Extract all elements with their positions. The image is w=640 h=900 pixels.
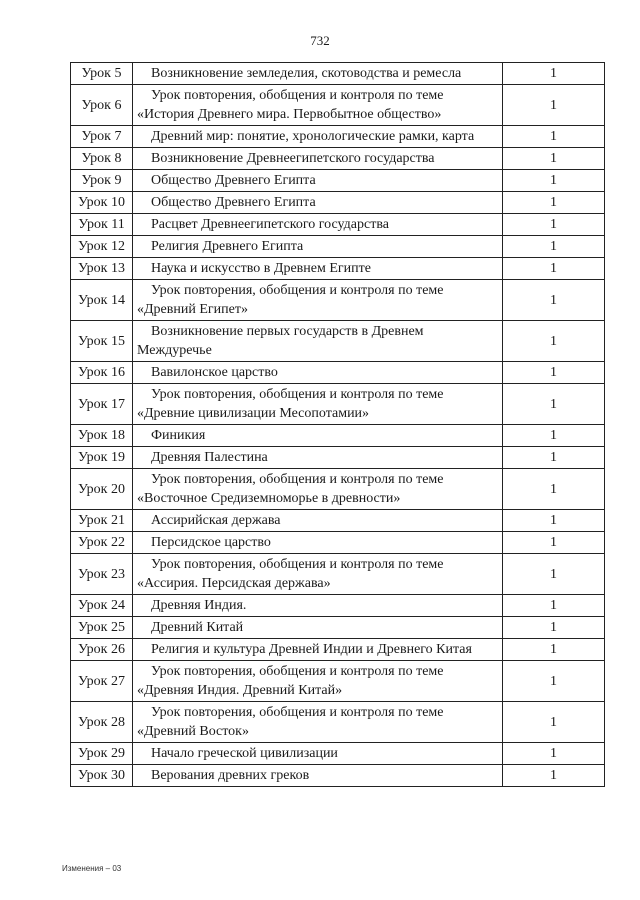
lesson-hours: 1	[503, 639, 605, 661]
table-row	[71, 63, 605, 85]
lesson-number: Урок 26	[71, 639, 133, 661]
lesson-topic: Урок повторения, обобщения и контроля по теме «Древний Египет»	[133, 280, 503, 321]
lesson-topic: Урок повторения, обобщения и контроля по теме «Ассирия. Персидская держава»	[133, 554, 503, 595]
table-row	[71, 639, 605, 661]
table-row	[71, 192, 605, 214]
table-row	[71, 126, 605, 148]
table-row	[71, 661, 605, 702]
lesson-topic: Вавилонское царство	[133, 362, 503, 384]
lesson-hours: 1	[503, 258, 605, 280]
lesson-topic: Урок повторения, обобщения и контроля по теме «История Древнего мира. Первобытное общество»	[133, 85, 503, 126]
lesson-number: Урок 30	[71, 765, 133, 787]
table-row	[71, 170, 605, 192]
lesson-topic: Урок повторения, обобщения и контроля по теме «Древние цивилизации Месопотамии»	[133, 384, 503, 425]
lesson-number: Урок 5	[71, 63, 133, 85]
lesson-topic: Урок повторения, обобщения и контроля по теме «Древняя Индия. Древний Китай»	[133, 661, 503, 702]
lesson-number: Урок 17	[71, 384, 133, 425]
lesson-table	[70, 62, 605, 787]
lesson-topic: Финикия	[133, 425, 503, 447]
table-row	[71, 765, 605, 787]
table-row	[71, 85, 605, 126]
lesson-topic: Общество Древнего Египта	[133, 192, 503, 214]
lesson-topic: Древняя Индия.	[133, 595, 503, 617]
lesson-hours: 1	[503, 702, 605, 743]
lesson-number: Урок 12	[71, 236, 133, 258]
lesson-hours: 1	[503, 236, 605, 258]
lesson-topic: Персидское царство	[133, 532, 503, 554]
lesson-number: Урок 28	[71, 702, 133, 743]
lesson-hours: 1	[503, 214, 605, 236]
lesson-hours: 1	[503, 469, 605, 510]
lesson-number: Урок 14	[71, 280, 133, 321]
lesson-number: Урок 29	[71, 743, 133, 765]
footer-revision-note: Изменения – 03	[62, 864, 122, 873]
lesson-topic: Расцвет Древнеегипетского государства	[133, 214, 503, 236]
lesson-hours: 1	[503, 743, 605, 765]
page-number: 732	[310, 33, 330, 48]
table-row	[71, 554, 605, 595]
lesson-hours: 1	[503, 321, 605, 362]
lesson-number: Урок 24	[71, 595, 133, 617]
table-row	[71, 743, 605, 765]
lesson-hours: 1	[503, 765, 605, 787]
lesson-number: Урок 22	[71, 532, 133, 554]
table-row	[71, 617, 605, 639]
lesson-hours: 1	[503, 63, 605, 85]
lesson-hours: 1	[503, 661, 605, 702]
lesson-topic: Древний мир: понятие, хронологические рамки, карта	[133, 126, 503, 148]
table-row	[71, 148, 605, 170]
lesson-number: Урок 6	[71, 85, 133, 126]
lesson-number: Урок 23	[71, 554, 133, 595]
table-row	[71, 236, 605, 258]
lesson-hours: 1	[503, 280, 605, 321]
lesson-topic: Ассирийская держава	[133, 510, 503, 532]
lesson-hours: 1	[503, 510, 605, 532]
lesson-number: Урок 20	[71, 469, 133, 510]
lesson-hours: 1	[503, 170, 605, 192]
table-row	[71, 702, 605, 743]
lesson-number: Урок 25	[71, 617, 133, 639]
lesson-number: Урок 15	[71, 321, 133, 362]
lesson-topic: Урок повторения, обобщения и контроля по теме «Восточное Средиземноморье в древности»	[133, 469, 503, 510]
lesson-hours: 1	[503, 447, 605, 469]
lesson-hours: 1	[503, 384, 605, 425]
lesson-hours: 1	[503, 126, 605, 148]
lesson-topic: Наука и искусство в Древнем Египте	[133, 258, 503, 280]
table-row	[71, 384, 605, 425]
lesson-number: Урок 27	[71, 661, 133, 702]
lesson-number: Урок 21	[71, 510, 133, 532]
lesson-topic: Древний Китай	[133, 617, 503, 639]
lesson-topic: Начало греческой цивилизации	[133, 743, 503, 765]
table-row	[71, 595, 605, 617]
lesson-topic: Урок повторения, обобщения и контроля по теме «Древний Восток»	[133, 702, 503, 743]
lesson-topic: Древняя Палестина	[133, 447, 503, 469]
lesson-hours: 1	[503, 554, 605, 595]
lesson-hours: 1	[503, 595, 605, 617]
lesson-topic: Возникновение земледелия, скотоводства и ремесла	[133, 63, 503, 85]
table-row	[71, 510, 605, 532]
lesson-hours: 1	[503, 192, 605, 214]
table-row	[71, 214, 605, 236]
lesson-topic: Религия и культура Древней Индии и Древнего Китая	[133, 639, 503, 661]
lesson-number: Урок 7	[71, 126, 133, 148]
lesson-number: Урок 10	[71, 192, 133, 214]
table-row	[71, 321, 605, 362]
lesson-hours: 1	[503, 532, 605, 554]
table-row	[71, 258, 605, 280]
lesson-topic: Возникновение первых государств в Древнем Междуречье	[133, 321, 503, 362]
lesson-hours: 1	[503, 425, 605, 447]
table-row	[71, 532, 605, 554]
lesson-number: Урок 13	[71, 258, 133, 280]
lesson-number: Урок 8	[71, 148, 133, 170]
lesson-hours: 1	[503, 362, 605, 384]
lesson-topic: Религия Древнего Египта	[133, 236, 503, 258]
lesson-topic: Общество Древнего Египта	[133, 170, 503, 192]
lesson-hours: 1	[503, 85, 605, 126]
lesson-number: Урок 19	[71, 447, 133, 469]
table-row	[71, 425, 605, 447]
lesson-number: Урок 9	[71, 170, 133, 192]
table-row	[71, 280, 605, 321]
table-row	[71, 362, 605, 384]
table-row	[71, 469, 605, 510]
table-row	[71, 447, 605, 469]
lesson-hours: 1	[503, 617, 605, 639]
lesson-number: Урок 16	[71, 362, 133, 384]
lesson-topic: Верования древних греков	[133, 765, 503, 787]
lesson-topic: Возникновение Древнеегипетского государства	[133, 148, 503, 170]
lesson-hours: 1	[503, 148, 605, 170]
lesson-number: Урок 18	[71, 425, 133, 447]
lesson-number: Урок 11	[71, 214, 133, 236]
